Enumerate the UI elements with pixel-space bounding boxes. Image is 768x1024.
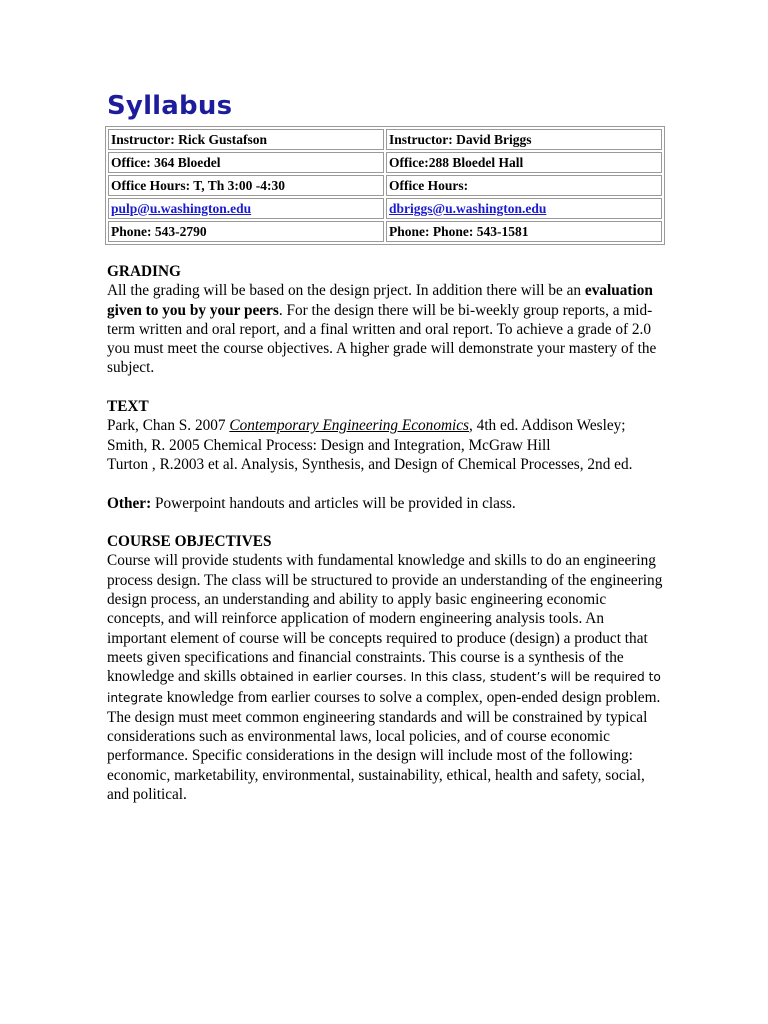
email-link-right[interactable]: dbriggs@u.washington.edu	[389, 200, 547, 216]
grading-text-end: . For the design there will be bi-weekly group reports, a mid- term written and oral report, and a final written and oral report. To achieve a grade of 2.0 you must meet the course objectives. A higher grade will demonstrate your mastery of the subject.	[107, 301, 657, 377]
grading-text-start: All the grading will be based on the design prject. In addition there will be an	[107, 282, 585, 300]
instructor-contacts-table	[105, 126, 665, 245]
objectives-text	[107, 551, 667, 804]
grading-heading: GRADING	[107, 263, 181, 280]
reference-park-title: Contemporary Engineering Economics	[229, 417, 470, 435]
phone-left: Phone: 543-2790	[108, 221, 384, 242]
objectives-text-part2: obtained in earlier courses. In this class, student’s will be required to integrate	[107, 670, 661, 705]
office-left: Office: 364 Bloedel	[108, 152, 384, 173]
table-row	[108, 129, 662, 150]
text-heading: TEXT	[107, 398, 149, 416]
office-hours-right: Office Hours:	[386, 175, 662, 196]
email-link-left[interactable]: pulp@u.washington.edu	[111, 200, 252, 216]
email-cell-left	[108, 198, 384, 219]
reference-turton: Turton , R.2003 et al. Analysis, Synthesis, and Design of Chemical Processes, 2nd ed.	[107, 455, 633, 473]
reference-smith: Smith, R. 2005 Chemical Process: Design and Integration, McGraw Hill	[107, 436, 551, 454]
email-cell-right	[386, 198, 662, 219]
text-section	[107, 397, 667, 474]
other-label: Other:	[107, 494, 152, 512]
instructor-left: Instructor: Rick Gustafson	[108, 129, 384, 150]
other-section	[107, 494, 667, 513]
office-right: Office:288 Bloedel Hall	[386, 152, 662, 173]
reference-park-publisher: , 4th ed. Addison Wesley;	[469, 417, 626, 435]
grading-text	[107, 281, 667, 377]
page-title: Syllabus	[107, 91, 233, 121]
office-hours-left: Office Hours: T, Th 3:00 -4:30	[108, 175, 384, 196]
objectives-text-part3: knowledge from earlier courses to solve a complex, open-ended design problem. The design must meet common engineering standards and will be constrained by typical considerations such as environmental laws, local policies, and of course economic performance. Specific considerations in the design will include most of the following: economic, marketability, environmental, sustainability, ethical, health and safety, social, and political.	[107, 688, 661, 804]
table-row	[108, 152, 662, 173]
reference-park	[107, 416, 667, 435]
table-row	[108, 175, 662, 196]
grading-section	[107, 262, 667, 378]
document-page	[107, 88, 667, 804]
reference-park-author: Park, Chan S. 2007	[107, 417, 230, 435]
objectives-text-part1: Course will provide students with fundamental knowledge and skills to do an engineering process design. The class will be structured to provide an understanding of the engineering design process, an understanding and ability to apply basic engineering economic concepts, and will reinforce application of modern engineering analysis tools. An important element of course will be concepts required to produce (design) a product that meets given specifications and financial constraints. This course is a synthesis of the knowledge and skills	[107, 552, 663, 686]
table-row	[108, 221, 662, 242]
table-row	[108, 198, 662, 219]
objectives-section	[107, 532, 667, 804]
objectives-heading: COURSE OBJECTIVES	[107, 533, 272, 551]
instructor-right: Instructor: David Briggs	[386, 129, 662, 150]
phone-right: Phone: Phone: 543-1581	[386, 221, 662, 242]
grading-peer-evaluation: evaluation given to you by your peers	[107, 282, 653, 319]
other-text: Powerpoint handouts and articles will be provided in class.	[151, 494, 516, 512]
